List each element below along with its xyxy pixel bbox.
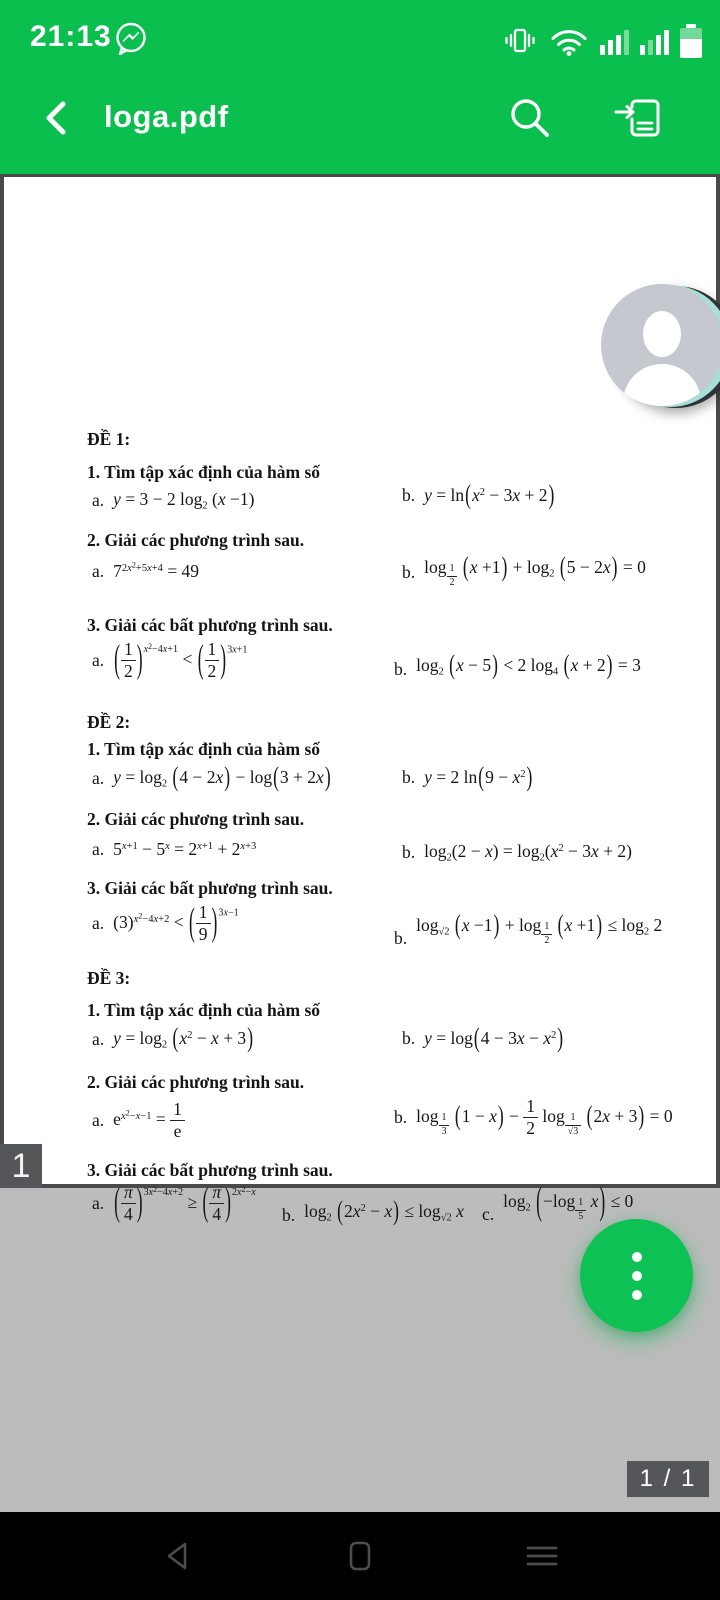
messenger-icon xyxy=(112,20,150,58)
problem-heading: 3. Giải các bất phương trình sau. xyxy=(87,878,333,898)
math-formula: $e^{x^2-x-1}$ = $\frac{1}{e}$ xyxy=(113,1100,185,1141)
exercise-item: a. ( $\frac{\pi}{4}$ )$^{3x^2-4x+2}$ ≥ ( $\frac{\pi}{4}$ )$^{2x^2-x}$ xyxy=(92,1178,256,1224)
app-top-bar xyxy=(0,0,720,174)
kebab-menu-icon xyxy=(632,1252,642,1262)
status-icons xyxy=(502,22,702,60)
exercise-item: c. $\log_2 (-\log$ $_{\frac{1}{5}}$ x) ≤ 0 xyxy=(482,1177,634,1224)
exercise-item: a. y = 3 − 2 $\log_2 (x -1)$ xyxy=(92,489,255,512)
exercise-item: b. $\log_2 (2x^2 - x) \le \log_{√2} x$ xyxy=(282,1194,464,1226)
status-clock: 21:13 xyxy=(30,20,112,53)
person-icon xyxy=(643,311,681,357)
math-formula: ( $\frac{\pi}{4}$ )$^{3x^2-4x+2}$ ≥ ( $\frac{\pi}{4}$ )$^{2x^2-x}$ xyxy=(114,1178,256,1224)
math-formula: $(3)^{x^2-4x+2}$ < ( $\frac{1}{9}$ )$^{3x-1}$ xyxy=(113,898,239,944)
exercise-item: a. $7^{2x^2+5x+4} = 49$ xyxy=(92,561,200,582)
math-formula: $\log_{√2} (x -1) + \log$ $_{\frac{1}{2}}$ $(x +1) \le \log_2 2$ xyxy=(416,908,663,947)
export-button[interactable] xyxy=(612,92,666,144)
math-formula: $\log_2(2 - x) = \log_2(x^2 - 3x + 2)$ xyxy=(424,841,633,864)
nav-home-icon xyxy=(339,1535,381,1577)
math-formula: log $_{\frac{1}{3}}$ (1 − x) − $\frac{1}{2}$ log $_{\frac{1}{√3}}$ (2x + 3) = 0 xyxy=(416,1096,673,1138)
nav-back-icon xyxy=(157,1535,199,1577)
exercise-item: a. $5^{x+1} - 5^x = 2^{x+1} + 2^{x+3}$ xyxy=(92,839,257,859)
kebab-menu-icon xyxy=(632,1290,642,1300)
page-indicator: 1 / 1 xyxy=(627,1461,709,1497)
section-title: ĐỀ 1: xyxy=(87,429,131,449)
nav-back-button[interactable] xyxy=(118,1512,238,1600)
exercise-item: b. $\log_{√2} (x -1) + \log$ $_{\frac{1}{2}}$ $(x +1) \le \log_2 2$ xyxy=(394,908,663,948)
math-formula: $y = \log(4 - 3x - x^2)$ xyxy=(424,1021,564,1053)
problem-heading: 2. Giải các phương trình sau. xyxy=(87,809,305,829)
exercise-item: a. $(3)^{x^2-4x+2}$ < ( $\frac{1}{9}$ )$^{3x-1}$ xyxy=(92,898,239,944)
math-formula: $y = \ln(x^2 - 3x + 2)$ xyxy=(424,478,555,510)
exercise-item: a. $y = \log_2 (4 - 2x) - \log(3 + 2x)$ xyxy=(92,760,331,792)
signal-sim1-icon xyxy=(600,27,629,55)
search-button[interactable] xyxy=(504,92,556,144)
exercise-item: b. $y = \log(4 - 3x - x^2)$ xyxy=(402,1021,564,1053)
math-formula: $7^{2x^2+5x+4} = 49$ xyxy=(113,561,200,582)
exercise-item: a. $y = \log_2 (x^2 - x + 3)$ xyxy=(92,1021,254,1053)
problem-heading: 2. Giải các phương trình sau. xyxy=(87,1072,305,1092)
battery-icon xyxy=(680,24,702,58)
math-formula: $5^{x+1} - 5^x = 2^{x+1} + 2^{x+3}$ xyxy=(113,839,257,859)
exercise-item: b. $\log_2 (x - 5) < 2$ $\log_4 (x + 2) = 3$ xyxy=(394,648,641,680)
back-button[interactable] xyxy=(36,96,80,140)
nav-menu-icon xyxy=(520,1535,564,1577)
document-title: loga.pdf xyxy=(104,99,229,134)
problem-heading: 1. Tìm tập xác định của hàm số xyxy=(87,1000,321,1020)
problem-heading: 1. Tìm tập xác định của hàm số xyxy=(87,739,321,759)
problem-heading: 2. Giải các phương trình sau. xyxy=(87,530,305,550)
vibrate-icon xyxy=(502,23,538,59)
nav-home-button[interactable] xyxy=(300,1512,420,1600)
kebab-menu-icon xyxy=(632,1271,642,1281)
avatar xyxy=(601,284,720,406)
math-formula: ( $\frac{1}{2}$ )$^{x^2-4x+1}$ < ( $\frac{1}{2}$ )$^{3x+1}$ xyxy=(114,635,248,681)
exercise-item: b. y = 2 $\ln(9 - x^2)$ xyxy=(402,760,533,792)
problem-heading: 1. Tìm tập xác định của hàm số xyxy=(87,462,321,482)
section-title: ĐỀ 2: xyxy=(87,712,131,732)
math-formula: $y = \log_2 (x^2 - x + 3)$ xyxy=(113,1021,254,1053)
math-formula: $\log_2 (-\log$ $_{\frac{1}{5}}$ x) ≤ 0 xyxy=(503,1177,634,1223)
chat-head-avatar[interactable] xyxy=(601,284,720,412)
math-formula: y = 2 $\ln(9 - x^2)$ xyxy=(424,760,533,792)
problem-heading: 3. Giải các bất phương trình sau. xyxy=(87,1160,333,1180)
person-icon xyxy=(623,364,701,406)
page-number-badge: 1 xyxy=(0,1144,42,1188)
section-title: ĐỀ 3: xyxy=(87,968,131,988)
android-nav-bar xyxy=(0,1512,720,1600)
exercise-item: b. log $_{\frac{1}{3}}$ (1 − x) − $\frac{1}{2}$ log $_{\frac{1}{√3}}$ (2x + 3) = 0 xyxy=(394,1096,673,1138)
exercise-item: b. $y = \ln(x^2 - 3x + 2)$ xyxy=(402,478,555,510)
signal-sim2-icon xyxy=(640,27,669,55)
nav-recents-button[interactable] xyxy=(482,1512,602,1600)
exercise-item: b. $\log_2(2 - x) = \log_2(x^2 - 3x + 2)$ xyxy=(402,841,633,864)
math-formula: y = 3 − 2 $\log_2 (x -1)$ xyxy=(113,489,255,512)
exercise-item: a. $e^{x^2-x-1}$ = $\frac{1}{e}$ xyxy=(92,1100,185,1141)
math-formula: $\log_2 (x - 5) < 2$ $\log_4 (x + 2) = 3$ xyxy=(416,648,641,680)
wifi-icon xyxy=(549,25,589,57)
math-formula: $\log_2 (2x^2 - x) \le \log_{√2} x$ xyxy=(304,1194,464,1226)
math-formula: log $_{\frac{1}{2}}$ $(x +1) + \log_2 (5 - 2x) = 0$ xyxy=(424,550,646,589)
problem-heading: 3. Giải các bất phương trình sau. xyxy=(87,615,333,635)
fab-more-button[interactable] xyxy=(580,1219,693,1332)
math-formula: $y = \log_2 (4 - 2x) - \log(3 + 2x)$ xyxy=(113,760,331,792)
exercise-item: b. log $_{\frac{1}{2}}$ $(x +1) + \log_2 (5 - 2x) = 0$ xyxy=(402,550,646,589)
exercise-item: a. ( $\frac{1}{2}$ )$^{x^2-4x+1}$ < ( $\frac{1}{2}$ )$^{3x+1}$ xyxy=(92,635,248,681)
